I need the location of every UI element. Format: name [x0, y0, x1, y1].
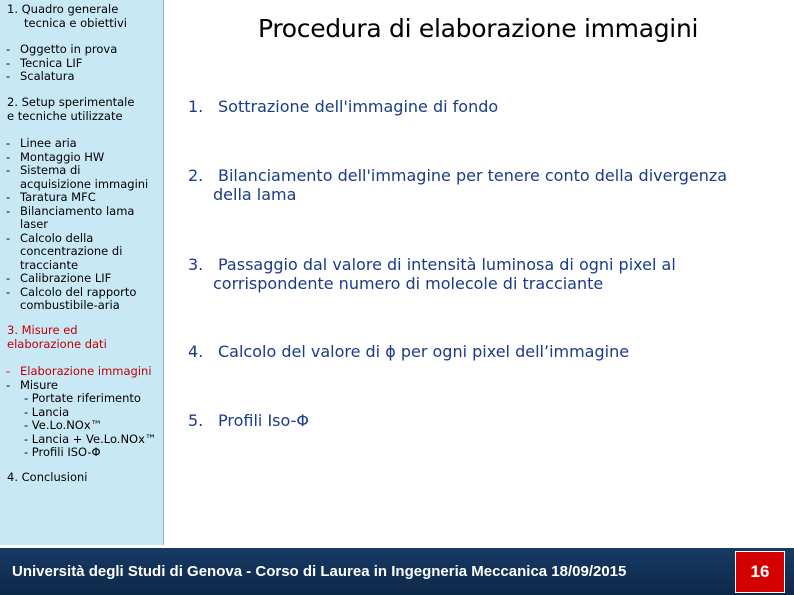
step-number: 3. [188, 255, 204, 274]
list-item-current: - Elaborazione immagini [6, 365, 156, 379]
list-item [6, 164, 148, 191]
list-item-line: concentrazione di [20, 244, 123, 258]
list-item-line: - Calcolo del rapporto [20, 284, 137, 299]
step-text-continued: della lama [213, 185, 297, 204]
step-4 [188, 342, 788, 361]
sidebar-section4-title: 4. Conclusioni [7, 470, 88, 484]
sidebar-section1-title-line1: 1. Quadro generale [7, 2, 119, 16]
list-item [6, 232, 148, 273]
sidebar-section2-title-line2: e tecniche utilizzate [7, 108, 123, 123]
sidebar-section2-title-line1: 2. Setup sperimentale [7, 95, 135, 109]
list-item-line: combustibile-aria [20, 298, 120, 312]
list-item-line: - Calcolo della [20, 230, 94, 245]
step-1 [188, 97, 788, 116]
page-number: 16 [750, 562, 770, 581]
step-number: 2. [188, 166, 204, 185]
list-item-line: laser [20, 217, 49, 231]
list-item [6, 137, 148, 151]
list-item-line: - Linee aria [20, 136, 77, 150]
list-item-line: tracciante [20, 257, 79, 272]
list-subitem: - Lancia [24, 404, 70, 419]
sidebar-section2-list [6, 137, 148, 313]
list-item-line: - Montaggio HW [20, 149, 105, 164]
footer-bar [0, 548, 794, 595]
step-2 [188, 166, 788, 204]
list-subitem: - Ve.Lo.NOx™ [24, 418, 103, 432]
sidebar-outline [0, 0, 164, 545]
list-item [6, 379, 156, 460]
list-item: - Oggetto in prova [6, 43, 117, 57]
sidebar-section3-title-line1: 3. Misure ed [7, 323, 78, 337]
sidebar-section3-title-line2: elaborazione dati [7, 336, 107, 351]
list-subitem: - Portate riferimento [24, 391, 141, 405]
step-5 [188, 411, 788, 430]
list-item: - Tecnica LIF [6, 57, 117, 71]
sidebar-section3-title [7, 324, 107, 351]
list-item [6, 151, 148, 165]
list-item-line: - Taratura MFC [20, 190, 96, 204]
list-item [6, 191, 148, 205]
sidebar-section1-list [6, 43, 117, 84]
step-text: Profili Iso-Φ [218, 411, 309, 430]
sidebar-section2-title [7, 96, 134, 123]
step-text: Passaggio dal valore di intensità luminosa di ogni pixel al [218, 255, 676, 274]
step-text: Sottrazione dell'immagine di fondo [218, 97, 499, 116]
list-subitem: - Lancia + Ve.Lo.NOx™ [24, 431, 157, 446]
step-3 [188, 255, 788, 293]
sidebar-section3-list [6, 365, 156, 460]
step-number: 4. [188, 342, 204, 361]
slide-title: Procedura di elaborazione immagini [258, 14, 699, 43]
list-subitem: - Profili ISO-Φ [24, 445, 101, 459]
list-item-line: acquisizione immagini [20, 176, 149, 191]
list-item [6, 286, 148, 313]
list-item-line: - Misure [20, 377, 58, 392]
list-item-line: - Bilanciamento lama [20, 203, 135, 218]
step-number: 1. [188, 97, 204, 116]
footer-text: Università degli Studi di Genova - Corso di Laurea in Ingegneria Meccanica 18/09/2015 [12, 563, 627, 580]
list-item-line: - Calibrazione LIF [20, 271, 112, 285]
step-text: Calcolo del valore di ϕ per ogni pixel dell’immagine [218, 342, 630, 361]
list-item [6, 272, 148, 286]
page-number-badge [735, 551, 785, 593]
step-text-continued: corrispondente numero di molecole di tracciante [213, 274, 604, 293]
sidebar-section1-title-line2: tecnica e obiettivi [24, 15, 127, 30]
step-number: 5. [188, 411, 204, 430]
list-item [6, 205, 148, 232]
list-item-line: - Sistema di [20, 163, 81, 177]
list-item: - Scalatura [6, 70, 117, 84]
step-text: Bilanciamento dell'immagine per tenere conto della divergenza [218, 166, 728, 185]
sidebar-section1-title [7, 3, 127, 30]
